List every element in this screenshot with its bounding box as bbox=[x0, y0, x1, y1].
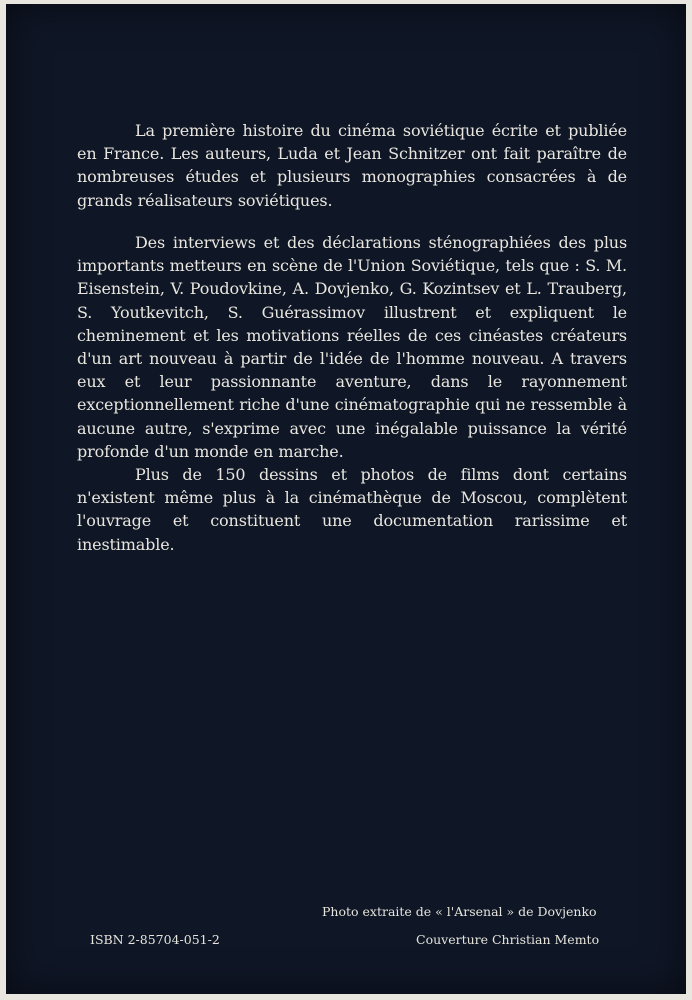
cover-design-credit: Couverture Christian Memto bbox=[416, 932, 600, 947]
paragraph-text: La première histoire du cinéma soviétique écrite et publiée en France. Les auteurs, Luda et Jean Schnitzer ont fait paraître de nombreuses études et plusieurs monographies consacrées à de grands réalisateurs soviétiques. bbox=[77, 121, 627, 210]
paragraph-text: Plus de 150 dessins et photos de films dont certains n'existent même plus à la cinémathèque de Moscou, complètent l'ouvrage et constituent une documentation rarissime et inestimable. bbox=[77, 465, 627, 554]
paragraph-text: Des interviews et des déclarations sténographiées des plus importants metteurs en scène de l'Union Soviétique, tels que : S. M. Eisenstein, V. Poudovkine, A. Dovjenko, G. Kozintsev et L. Trauberg, S. Youtkevitch, S. Guérassimov illustrent et expliquent le cheminement et les motivations réelles de ces cinéastes créateurs d'un art nouveau à partir de l'idée de l'homme nouveau. A travers eux et leur passionnante aventure, dans le rayonnement exceptionnellement riche d'une cinématographie qui ne ressemble à aucune autre, s'exprime avec une inégalable puissance la vérité profonde d'un monde en marche. bbox=[77, 233, 627, 461]
isbn-number: ISBN 2-85704-051-2 bbox=[90, 932, 220, 947]
back-cover bbox=[6, 4, 686, 994]
description-paragraph-2 bbox=[77, 231, 627, 463]
description-paragraph-3 bbox=[77, 463, 627, 556]
photo-credit: Photo extraite de « l'Arsenal » de Dovjenko bbox=[322, 904, 597, 919]
description-paragraph-1 bbox=[77, 119, 627, 212]
